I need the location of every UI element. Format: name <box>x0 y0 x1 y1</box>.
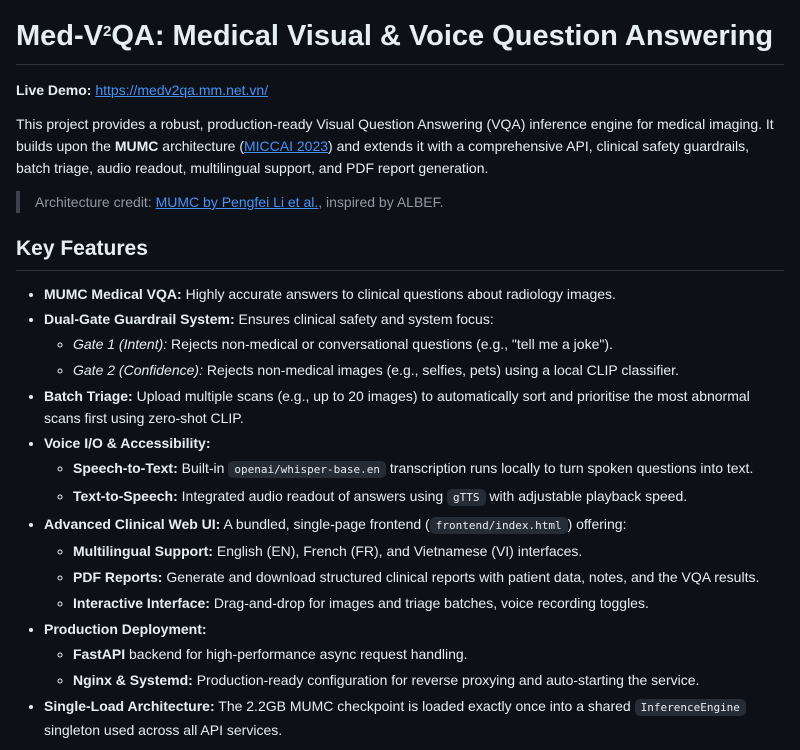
sub-item <box>73 333 784 355</box>
credit-text: Architecture credit: <box>35 194 156 210</box>
intro-text: architecture ( <box>158 138 244 154</box>
inline-code: InferenceEngine <box>635 699 746 716</box>
feature-title: Advanced Clinical Web UI: <box>44 516 221 532</box>
sub-text: transcription runs locally to turn spoken questions into text. <box>386 460 754 476</box>
feature-item <box>44 308 784 381</box>
live-demo-link[interactable]: https://medv2qa.mm.net.vn/ <box>95 82 269 98</box>
intro-text: This project provides a robust, production-ready Visual Question Answering (VQA) inference engine for medical imaging. It builds upon the <box>16 116 774 154</box>
sub-item <box>73 669 784 691</box>
feature-title: Voice I/O & Accessibility: <box>44 435 211 451</box>
sub-text: Drag-and-drop for images and triage batches, voice recording toggles. <box>209 595 649 611</box>
credit-text: , inspired by ALBEF. <box>318 194 444 210</box>
sub-text: Integrated audio readout of answers using <box>177 488 448 504</box>
sub-item <box>73 457 784 481</box>
sub-title: PDF Reports: <box>73 569 163 585</box>
sub-list <box>44 333 784 381</box>
feature-text: A bundled, single-page frontend ( <box>220 516 430 532</box>
features-list <box>16 283 784 741</box>
live-demo-line <box>16 79 784 101</box>
sub-item <box>73 643 784 665</box>
feature-item <box>44 618 784 691</box>
feature-item <box>44 432 784 509</box>
feature-text: Highly accurate answers to clinical questions about radiology images. <box>181 286 616 302</box>
feature-text: The 2.2GB MUMC checkpoint is loaded exactly once into a shared <box>214 698 635 714</box>
miccai-link[interactable]: MICCAI 2023 <box>244 138 329 154</box>
page-title <box>16 0 784 65</box>
sub-title: Multilingual Support: <box>73 543 213 559</box>
sub-item <box>73 566 784 588</box>
sub-item <box>73 592 784 614</box>
sub-list <box>44 457 784 509</box>
sub-title: Gate 1 (Intent): <box>73 336 168 352</box>
title-part: QA: Medical Visual & Voice Question Answering <box>111 20 774 52</box>
sub-item <box>73 485 784 509</box>
sub-text: English (EN), French (FR), and Vietnamese (VI) interfaces. <box>212 543 583 559</box>
sub-item <box>73 540 784 562</box>
sub-title: Interactive Interface: <box>73 595 210 611</box>
sub-text: Rejects non-medical images (e.g., selfies, pets) using a local CLIP classifier. <box>202 362 679 378</box>
feature-text: singleton used across all API services. <box>44 722 283 738</box>
inline-code: gTTS <box>447 489 486 506</box>
feature-text: ) offering: <box>567 516 627 532</box>
sub-text: Production-ready configuration for reverse proxying and auto-starting the service. <box>192 672 700 688</box>
feature-title: MUMC Medical VQA: <box>44 286 182 302</box>
key-features-heading: Key Features <box>16 235 784 271</box>
feature-title: Batch Triage: <box>44 388 133 404</box>
mumc-credit-link[interactable]: MUMC by Pengfei Li et al. <box>155 194 319 210</box>
feature-text: Upload multiple scans (e.g., up to 20 images) to automatically sort and prioritise the most abnormal scans first using zero-shot CLIP. <box>44 388 750 426</box>
sub-title: Text-to-Speech: <box>73 488 178 504</box>
sub-list <box>44 643 784 691</box>
sub-title: Nginx & Systemd: <box>73 672 193 688</box>
sub-title: Speech-to-Text: <box>73 460 178 476</box>
feature-item <box>44 283 784 305</box>
intro-text: ) and extends it with a comprehensive API, clinical safety guardrails, batch triage, audio readout, multilingual support, and PDF report generation. <box>16 138 750 176</box>
sub-title: Gate 2 (Confidence): <box>73 362 203 378</box>
inline-code: frontend/index.html <box>430 517 568 534</box>
feature-title: Production Deployment: <box>44 621 207 637</box>
feature-title: Dual-Gate Guardrail System: <box>44 311 235 327</box>
feature-title: Single-Load Architecture: <box>44 698 215 714</box>
sub-text: Built-in <box>177 460 229 476</box>
feature-item <box>44 513 784 614</box>
intro-bold: MUMC <box>114 138 159 154</box>
sub-text: Rejects non-medical or conversational questions (e.g., "tell me a joke"). <box>167 336 613 352</box>
sub-item <box>73 359 784 381</box>
sub-text: Generate and download structured clinical reports with patient data, notes, and the VQA results. <box>162 569 760 585</box>
sub-list <box>44 540 784 614</box>
feature-text: Ensures clinical safety and system focus: <box>234 311 494 327</box>
live-demo-label: Live Demo: <box>16 82 92 98</box>
inline-code: openai/whisper-base.en <box>228 461 386 478</box>
title-superscript: 2 <box>103 23 112 40</box>
feature-item <box>44 385 784 429</box>
sub-title: FastAPI <box>73 646 126 662</box>
title-part: Med-V <box>16 20 103 52</box>
sub-text: with adjustable playback speed. <box>485 488 688 504</box>
feature-item <box>44 695 784 741</box>
sub-text: backend for high-performance async request handling. <box>125 646 468 662</box>
intro-paragraph <box>16 113 784 179</box>
credit-blockquote <box>16 191 784 213</box>
